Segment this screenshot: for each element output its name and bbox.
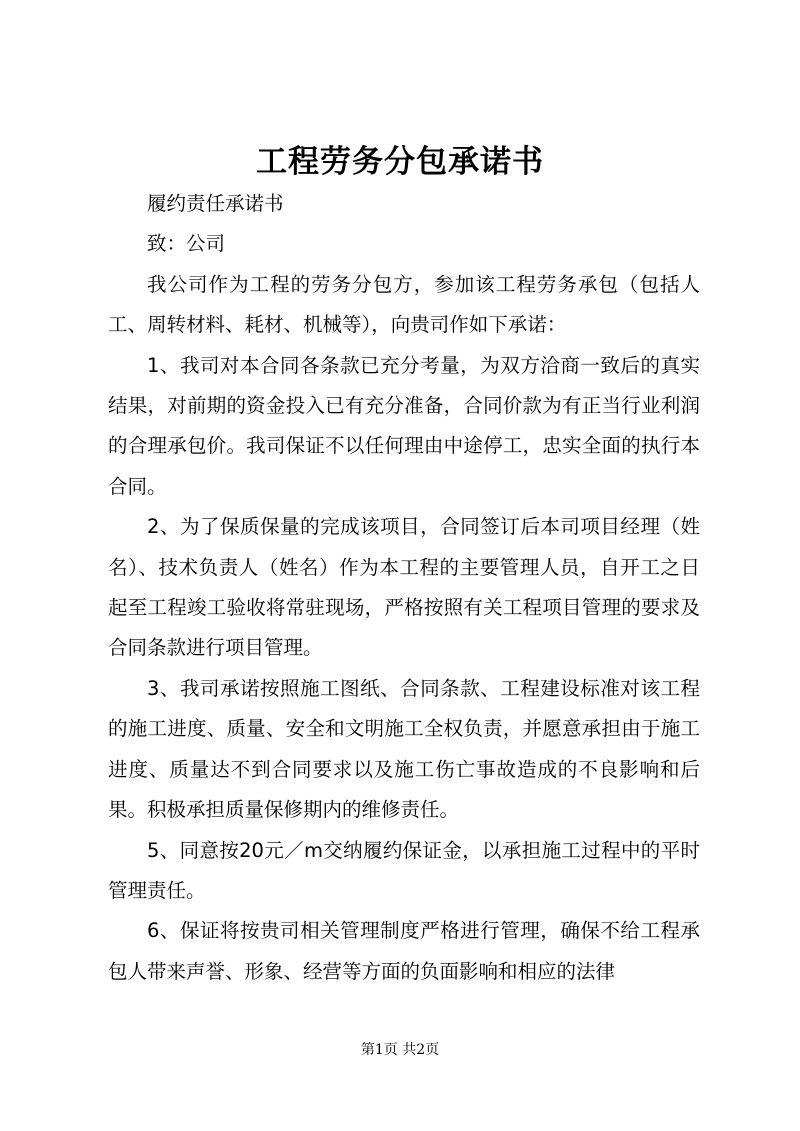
document-title: 工程劳务分包承诺书 <box>256 144 544 180</box>
paragraph-subtitle: 履约责任承诺书 <box>147 192 284 215</box>
paragraph-addressee: 致：公司 <box>147 232 226 256</box>
document-body <box>108 184 700 992</box>
paragraph-item-3: 3、我司承诺按照施工图纸、合同条款、工程建设标准对该工程的施工进度、质量、安全和文明施工全权负责，并愿意承担由于施工进度、质量达不到合同要求以及施工伤亡事故造成的不良影响和后果。积极承担质量保修期内的维修责任。 <box>108 676 700 822</box>
paragraph-item-6: 6、保证将按贵司相关管理制度严格进行管理，确保不给工程承包人带来声誉、形象、经营等方面的负面影响和相应的法律 <box>108 919 700 983</box>
paragraph-intro: 我公司作为工程的劳务分包方，参加该工程劳务承包（包括人工、周转材料、耗材、机械等），向贵司作如下承诺： <box>108 272 700 337</box>
paragraph-item-5: 5、同意按20元／m交纳履约保证金，以承担施工过程中的平时管理责任。 <box>108 838 700 902</box>
paragraph-item-2: 2、为了保质保量的完成该项目，合同签订后本司项目经理（姓名）、技术负责人（姓名）作为本工程的主要管理人员，自开工之日起至工程竣工验收将常驻现场，严格按照有关工程项目管理的要求及合同条款进行项目管理。 <box>108 515 700 660</box>
page-number-footer: 第1页 共2页 <box>360 1042 440 1058</box>
paragraph-item-1: 1、我司对本合同各条款已充分考量，为双方洽商一致后的真实结果，对前期的资金投入已有充分准备，合同价款为有正当行业利润的合理承包价。我司保证不以任何理由中途停工，忠实全面的执行本合同。 <box>108 353 700 498</box>
